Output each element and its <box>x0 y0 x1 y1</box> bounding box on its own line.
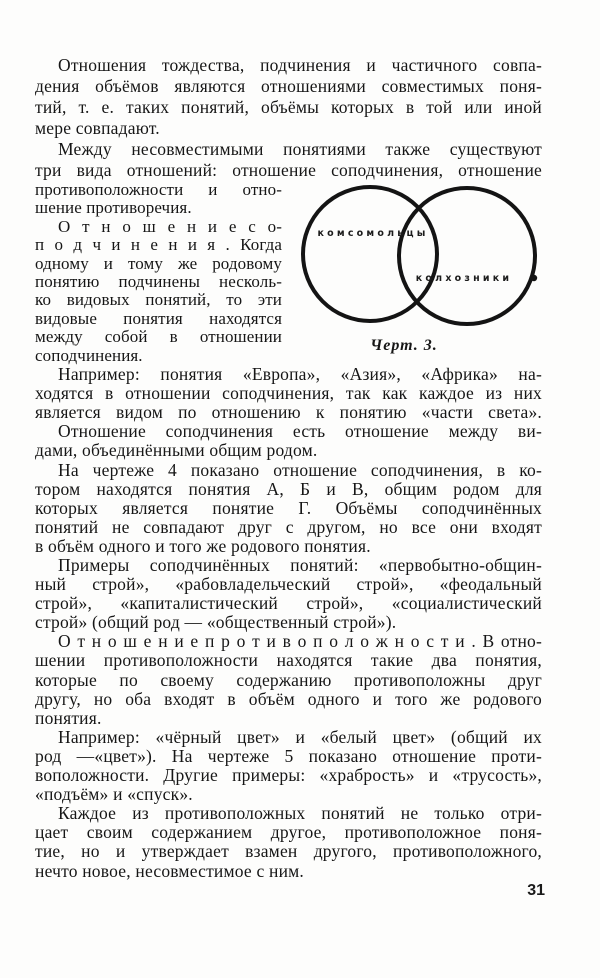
text-figure-row <box>35 181 542 365</box>
text-line: строй» (общий род — «общественный строй»). <box>35 612 397 633</box>
text-line: На чертеже 4 показано отношение соподчинения, в ко- <box>58 459 542 480</box>
venn-label-right: колхозники <box>415 273 513 284</box>
text-line: тором находятся понятия А, Б и В, общим родом для <box>35 478 542 499</box>
text-line: п о д ч и н е н и я . Когда <box>35 235 282 255</box>
text-block <box>35 55 542 881</box>
text-line: мере совпадают. <box>35 118 160 138</box>
text-line: дения объёмов являются отношениями совместимых поня- <box>35 76 542 96</box>
text-line: О т н о ш е н и е п р о т и в о п о л о ж н о с т и . В отно- <box>58 631 542 652</box>
text-line: ходятся в отношении соподчинения, так как каждое из них <box>35 383 542 404</box>
text-line: род —«цвет»). На чертеже 5 показано отношение проти- <box>35 745 542 766</box>
text-line: понятию подчинены несколь- <box>35 272 282 292</box>
venn-label-left: комсомольцы <box>317 228 429 239</box>
text-line: ко видовых понятий, то эти <box>35 290 282 310</box>
text-line: другу, но оба входят в объём одного и того же родового <box>35 688 542 709</box>
venn-diagram <box>294 181 542 333</box>
text-line: воположности. Другие примеры: «храбрость» и «трусость», <box>35 765 542 786</box>
text-line: три вида отношений: отношение соподчинения, отношение <box>35 160 542 180</box>
text-line: между собой в отношении <box>35 327 282 347</box>
text-line: Примеры соподчинённых понятий: «первобытно-общин- <box>58 555 542 575</box>
text-line: цает своим содержанием другое, противоположное поня- <box>35 822 542 843</box>
top-paragraphs <box>35 55 542 181</box>
text-line: которые по своему содержанию противоположны друг <box>35 669 542 690</box>
text-line: дами, объединёнными общим родом. <box>35 440 318 461</box>
text-line: Отношения тождества, подчинения и частичного совпа- <box>58 55 542 75</box>
text-line: одному и тому же родовому <box>35 253 282 273</box>
text-line: которых является понятие Г. Объёмы соподчинённых <box>35 497 542 518</box>
bottom-paragraphs <box>35 365 542 881</box>
text-line: ный строй», «рабовладельческий строй», «феодальный <box>35 574 542 595</box>
text-line: понятий не совпадают друг с другом, но все они входят <box>35 516 542 537</box>
text-line: является видом по отношению к понятию «части света». <box>35 402 542 423</box>
text-line: Между несовместимыми понятиями также существуют <box>58 139 542 159</box>
text-line: Отношение соподчинения есть отношение между ви- <box>58 421 542 442</box>
text-line: Например: понятия «Европа», «Азия», «Африка» на- <box>58 364 542 385</box>
text-line: тий, т. е. таких понятий, объёмы которых в той или иной <box>35 97 542 117</box>
text-line: в объём одного и того же родового понятия. <box>35 535 371 556</box>
venn-diagram-figure <box>294 181 542 355</box>
text-line: О т н о ш е н и е с о- <box>58 216 282 236</box>
text-line: Например: «чёрный цвет» и «белый цвет» (общий их <box>58 726 542 747</box>
text-line: соподчинения. <box>35 345 143 365</box>
text-line: тие, но и утверждает взамен другого, противоположного, <box>35 841 542 862</box>
page-number: 31 <box>527 882 545 899</box>
text-line: нечто новое, несовместимое с ним. <box>35 860 304 881</box>
text-line: шении противоположности находятся такие два понятия, <box>35 650 542 671</box>
figure-caption: Черт. 3. <box>370 337 438 354</box>
wrapped-text-column <box>35 181 282 365</box>
text-line: строй», «капиталистический строй», «социалистический <box>35 593 542 614</box>
venn-circle-right <box>399 188 535 324</box>
text-line: понятия. <box>35 707 102 728</box>
text-line: Каждое из противоположных понятий не только отри- <box>58 803 542 824</box>
ink-dot-artifact <box>531 275 537 281</box>
text-line: видовые понятия находятся <box>35 308 282 328</box>
text-line: шение противоречия. <box>35 198 192 218</box>
text-line: противоположности и отно- <box>35 180 282 199</box>
text-line: «подъём» и «спуск». <box>35 784 193 805</box>
